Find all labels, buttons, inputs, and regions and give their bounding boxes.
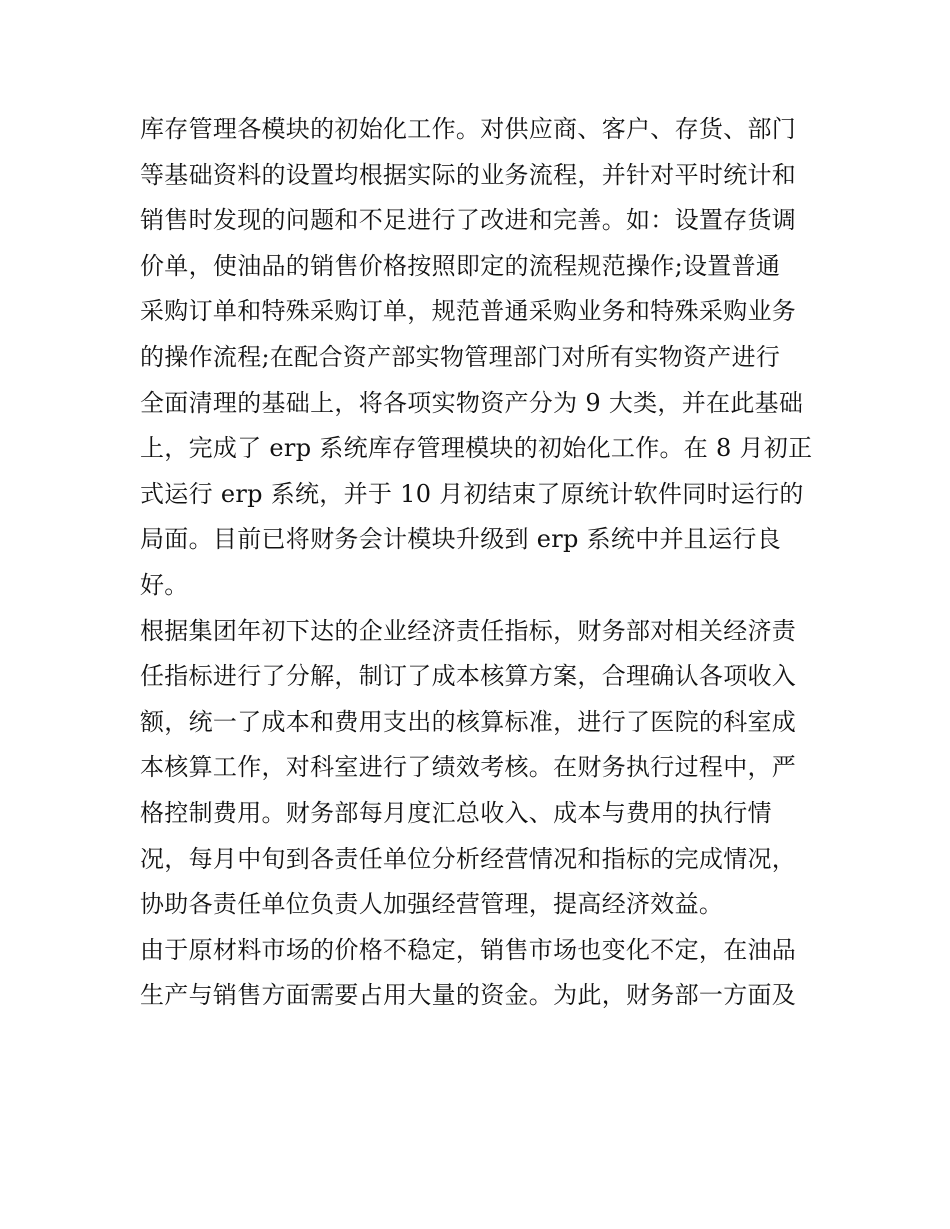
text-line: 况，每月中旬到各责任单位分析经营情况和指标的完成情况， (140, 844, 797, 873)
text-line: 全面清理的基础上，将各项实物资产分为 9 大类，并在此基础 (140, 388, 804, 417)
text-line: 采购订单和特殊采购订单，规范普通采购业务和特殊采购业务 (140, 297, 797, 326)
text-line: 格控制费用。财务部每月度汇总收入、成本与费用的执行情 (140, 798, 772, 827)
text-line: 上，完成了 erp 系统库存管理模块的初始化工作。在 8 月初正 (140, 434, 813, 463)
text-line: 库存管理各模块的初始化工作。对供应商、客户、存货、部门 (140, 115, 797, 143)
text-line: 好。 (140, 570, 189, 599)
text-line: 销售时发现的问题和不足进行了改进和完善。如：设置存货调 (140, 206, 797, 235)
text-line: 价单，使油品的销售价格按照即定的流程规范操作;设置普通 (140, 251, 781, 280)
text-line: 根据集团年初下达的企业经济责任指标，财务部对相关经济责 (140, 616, 797, 645)
text-line: 本核算工作，对科室进行了绩效考核。在财务执行过程中，严 (140, 753, 797, 782)
text-line: 协助各责任单位负责人加强经营管理，提高经济效益。 (140, 890, 724, 919)
text-line: 任指标进行了分解，制订了成本核算方案，合理确认各项收入 (140, 662, 797, 691)
body-text (140, 107, 820, 1019)
text-line: 由于原材料市场的价格不稳定，销售市场也变化不定，在油品 (140, 935, 797, 964)
text-line: 的操作流程;在配合资产部实物管理部门对所有实物资产进行 (140, 342, 781, 371)
text-line: 生产与销售方面需要占用大量的资金。为此，财务部一方面及 (140, 981, 797, 1010)
text-line: 局面。目前已将财务会计模块升级到 erp 系统中并且运行良 (140, 525, 781, 554)
text-line: 等基础资料的设置均根据实际的业务流程，并针对平时统计和 (140, 160, 797, 189)
text-line: 式运行 erp 系统，并于 10 月初结束了原统计软件同时运行的 (140, 479, 804, 508)
text-line: 额，统一了成本和费用支出的核算标准，进行了医院的科室成 (140, 707, 797, 736)
